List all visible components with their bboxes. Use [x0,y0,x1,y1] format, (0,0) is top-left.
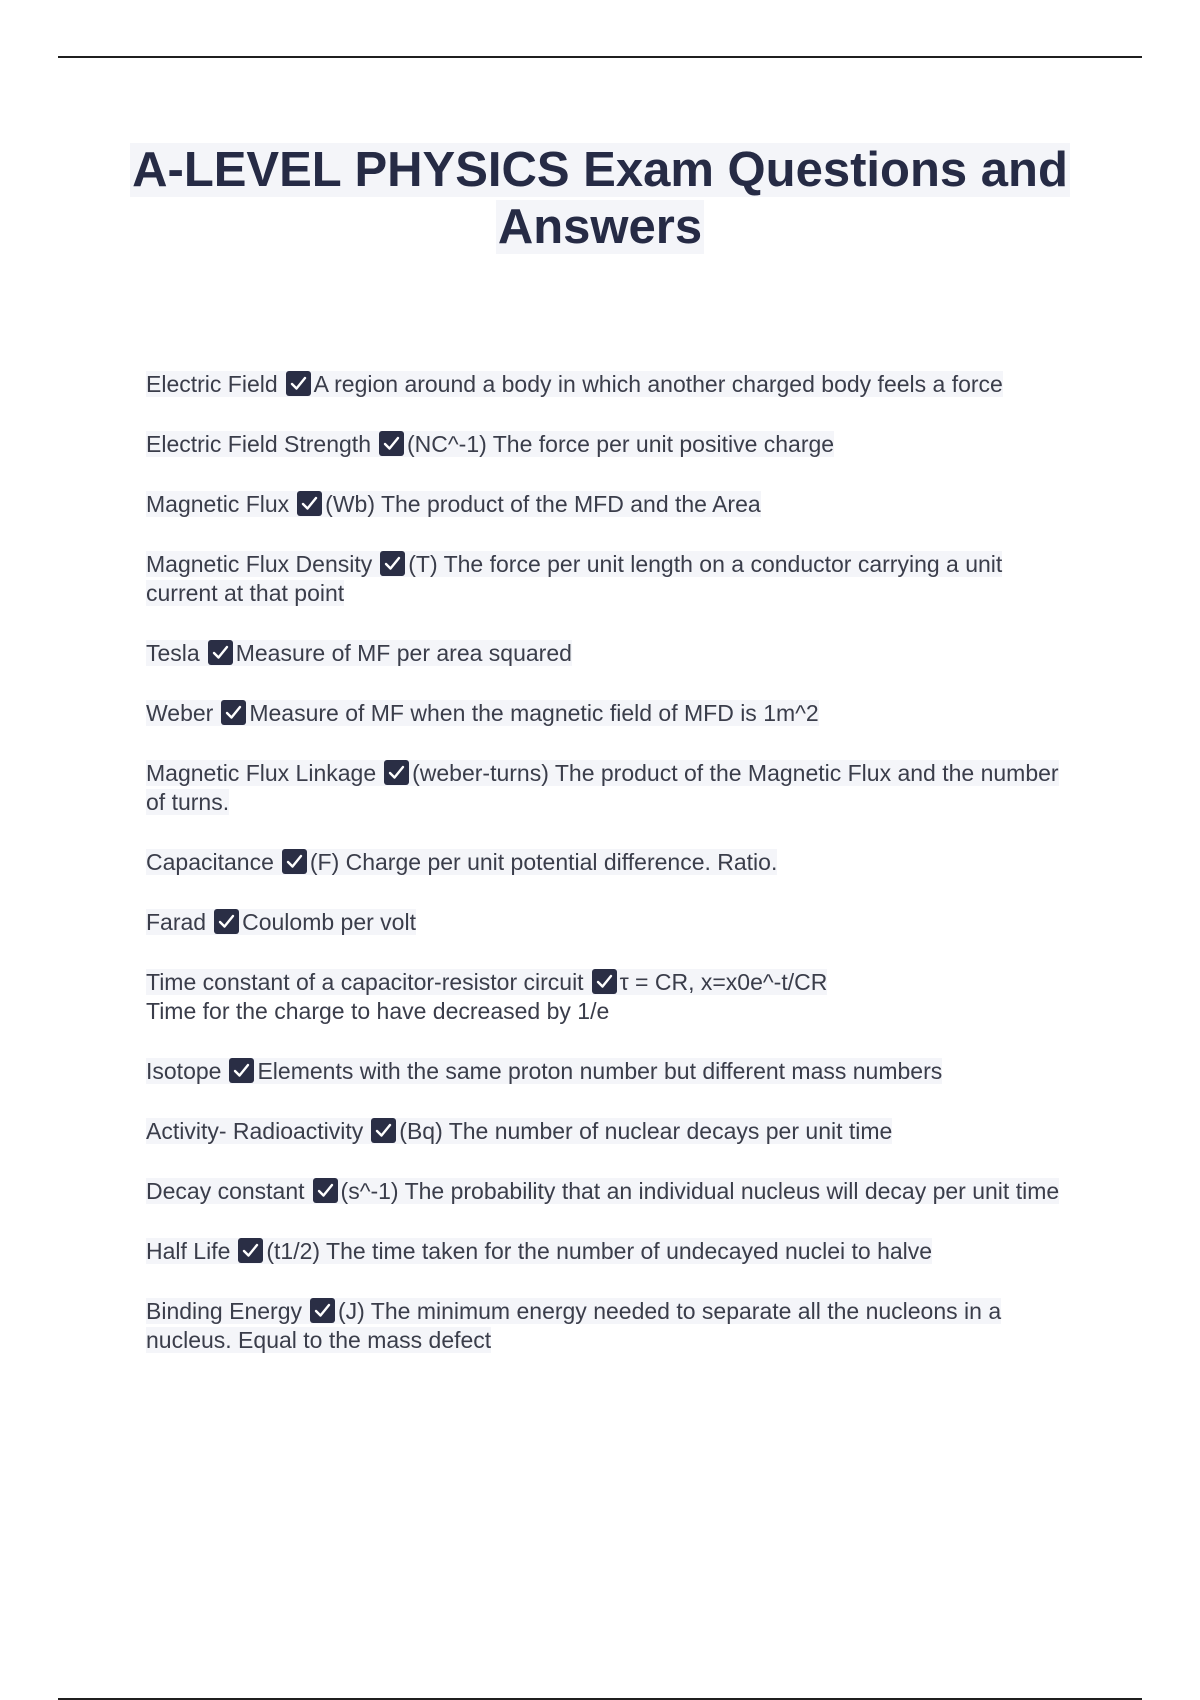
term: Binding Energy [146,1298,302,1324]
term: Isotope [146,1058,222,1084]
check-mark-icon [592,969,617,994]
check-mark-icon [310,1298,335,1323]
term: Time constant of a capacitor-resistor circuit [146,969,584,995]
qa-list [146,370,1066,1386]
term: Tesla [146,640,200,666]
qa-item [146,490,1066,519]
term: Weber [146,700,214,726]
answer-line-2: Time for the charge to have decreased by 1/e [146,998,610,1024]
term: Activity- Radioactivity [146,1118,364,1144]
term: Magnetic Flux Linkage [146,760,377,786]
qa-item [146,908,1066,937]
page-title [100,142,1100,256]
answer: Elements with the same proton number but different mass numbers [257,1058,943,1084]
answer: (Bq) The number of nuclear decays per unit time [399,1118,893,1144]
answer: Coulomb per volt [242,909,416,935]
check-mark-icon [282,849,307,874]
answer: (s^-1) The probability that an individual nucleus will decay per unit time [340,1178,1060,1204]
check-mark-icon [238,1238,263,1263]
top-rule [58,56,1142,58]
qa-item [146,1057,1066,1086]
term: Electric Field [146,371,278,397]
answer: (J) The minimum energy needed to separate all the nucleons in a nucleus. Equal to the mass defect [146,1298,1002,1353]
check-mark-icon [286,371,311,396]
term: Half Life [146,1238,231,1264]
term: Decay constant [146,1178,305,1204]
check-mark-icon [229,1058,254,1083]
answer: Measure of MF when the magnetic field of MFD is 1m^2 [249,700,819,726]
answer: (T) The force per unit length on a conductor carrying a unit current at that point [146,551,1003,606]
term: Magnetic Flux [146,491,290,517]
term: Capacitance [146,849,274,875]
term: Electric Field Strength [146,431,371,457]
qa-item [146,1117,1066,1146]
qa-item [146,968,1066,1026]
answer: A region around a body in which another charged body feels a force [313,371,1003,397]
check-mark-icon [221,700,246,725]
check-mark-icon [214,909,239,934]
answer: (t1/2) The time taken for the number of undecayed nuclei to halve [266,1238,933,1264]
check-mark-icon [208,640,233,665]
title-line-2: Answers [497,200,703,254]
qa-item [146,639,1066,668]
answer: (F) Charge per unit potential difference. Ratio. [309,849,778,875]
title-line-1: A-LEVEL PHYSICS Exam Questions and [132,143,1068,197]
check-mark-icon [379,431,404,456]
qa-item [146,1297,1066,1355]
check-mark-icon [371,1118,396,1143]
qa-item [146,430,1066,459]
term: Farad [146,909,207,935]
qa-item [146,1177,1066,1206]
qa-item [146,550,1066,608]
check-mark-icon [384,760,409,785]
check-mark-icon [297,491,322,516]
check-mark-icon [380,551,405,576]
answer: τ = CR, x=x0e^-t/CR [619,969,828,995]
answer: Measure of MF per area squared [235,640,572,666]
qa-item [146,1237,1066,1266]
qa-item [146,759,1066,817]
qa-item [146,848,1066,877]
answer: (NC^-1) The force per unit positive charge [406,431,835,457]
qa-item [146,370,1066,399]
check-mark-icon [313,1178,338,1203]
qa-item [146,699,1066,728]
term: Magnetic Flux Density [146,551,373,577]
answer: (Wb) The product of the MFD and the Area [325,491,761,517]
answer: (weber-turns) The product of the Magnetic Flux and the number of turns. [146,760,1059,815]
